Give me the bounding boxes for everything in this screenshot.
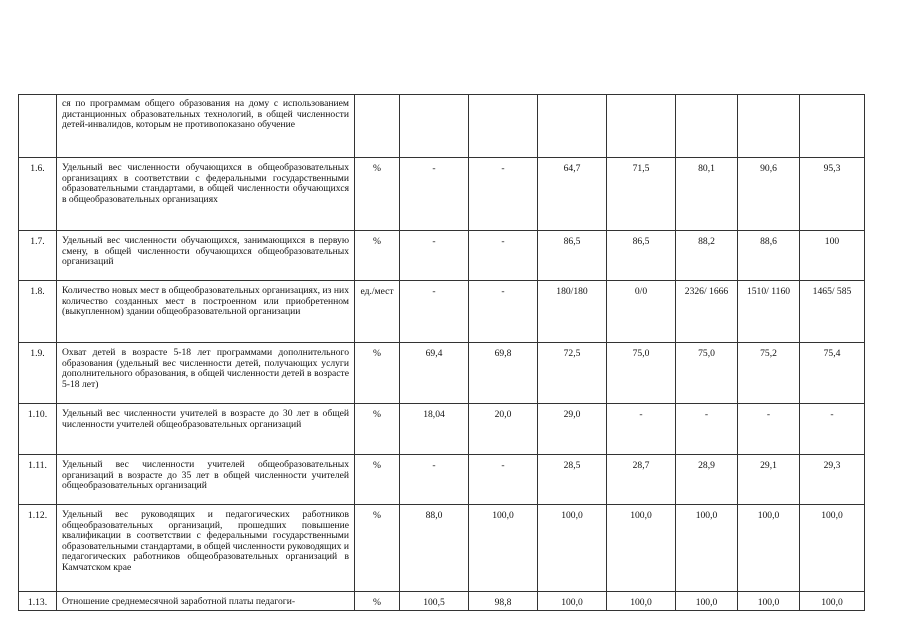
indicator-description: Удельный вес численности учителей общеобразовательных организаций в возрасте до 35 лет в общей численности учителей общеобразовательных организаций: [57, 455, 355, 505]
row-number: [19, 95, 57, 158]
indicator-description: Удельный вес численности обучающихся, занимающихся в первую смену, в общей численности обучающихся общеобразовательных организаций: [57, 231, 355, 281]
value-cell: 75,0: [607, 343, 676, 404]
value-cell: 86,5: [607, 231, 676, 281]
table-row: [19, 592, 865, 611]
row-number: 1.12.: [19, 505, 57, 592]
unit-cell: %: [355, 231, 400, 281]
value-cell: 75,0: [676, 343, 738, 404]
value-cell: 75,2: [738, 343, 800, 404]
value-cell: 1510/ 1160: [738, 281, 800, 343]
table-row: [19, 95, 865, 158]
value-cell: -: [469, 455, 538, 505]
row-number: 1.13.: [19, 592, 57, 611]
value-cell: 100,0: [538, 592, 607, 611]
value-cell: 0/0: [607, 281, 676, 343]
value-cell: 100,5: [400, 592, 469, 611]
unit-cell: %: [355, 592, 400, 611]
value-cell: 2326/ 1666: [676, 281, 738, 343]
value-cell: 100,0: [738, 592, 800, 611]
value-cell: 75,4: [800, 343, 865, 404]
indicator-description: ся по программам общего образования на дому с использованием дистанционных образовательных технологий, в общей численности детей-инвалидов, которым не противопоказано обучение: [57, 95, 355, 158]
table-row: [19, 505, 865, 592]
value-cell: 80,1: [676, 158, 738, 231]
value-cell: 28,7: [607, 455, 676, 505]
value-cell: -: [800, 404, 865, 455]
value-cell: [800, 95, 865, 158]
row-number: 1.9.: [19, 343, 57, 404]
value-cell: 1465/ 585: [800, 281, 865, 343]
row-number: 1.8.: [19, 281, 57, 343]
unit-cell: [355, 95, 400, 158]
unit-cell: %: [355, 455, 400, 505]
value-cell: 100,0: [607, 592, 676, 611]
table-body: [19, 95, 865, 611]
value-cell: [469, 95, 538, 158]
value-cell: 100,0: [800, 505, 865, 592]
value-cell: -: [400, 281, 469, 343]
value-cell: 100: [800, 231, 865, 281]
value-cell: 88,0: [400, 505, 469, 592]
indicator-table: [18, 94, 865, 611]
value-cell: 100,0: [538, 505, 607, 592]
value-cell: -: [469, 231, 538, 281]
unit-cell: %: [355, 343, 400, 404]
value-cell: 100,0: [738, 505, 800, 592]
value-cell: 95,3: [800, 158, 865, 231]
value-cell: 90,6: [738, 158, 800, 231]
value-cell: -: [676, 404, 738, 455]
row-number: 1.11.: [19, 455, 57, 505]
value-cell: [607, 95, 676, 158]
value-cell: 100,0: [800, 592, 865, 611]
value-cell: 29,3: [800, 455, 865, 505]
value-cell: -: [400, 158, 469, 231]
table-row: [19, 231, 865, 281]
value-cell: 28,5: [538, 455, 607, 505]
value-cell: 20,0: [469, 404, 538, 455]
value-cell: 69,8: [469, 343, 538, 404]
value-cell: -: [607, 404, 676, 455]
row-number: 1.7.: [19, 231, 57, 281]
table-row: [19, 281, 865, 343]
value-cell: [738, 95, 800, 158]
value-cell: -: [738, 404, 800, 455]
value-cell: 29,1: [738, 455, 800, 505]
value-cell: [400, 95, 469, 158]
indicator-description: Охват детей в возрасте 5-18 лет программами дополнительного образования (удельный вес численности детей, получающих услуги дополнительного образования, в общей численности детей в возрасте 5-18 лет): [57, 343, 355, 404]
value-cell: 18,04: [400, 404, 469, 455]
value-cell: 64,7: [538, 158, 607, 231]
row-number: 1.6.: [19, 158, 57, 231]
value-cell: 88,2: [676, 231, 738, 281]
indicator-description: Удельный вес численности обучающихся в общеобразовательных организациях в соответствии с федеральными государственными образовательными стандартами, в общей численности обучающихся в общеобразовательных организациях: [57, 158, 355, 231]
value-cell: 71,5: [607, 158, 676, 231]
row-number: 1.10.: [19, 404, 57, 455]
table-row: [19, 404, 865, 455]
value-cell: 100,0: [676, 592, 738, 611]
indicator-description: Отношение среднемесячной заработной платы педагоги-: [57, 592, 355, 611]
value-cell: 28,9: [676, 455, 738, 505]
unit-cell: ед./мест: [355, 281, 400, 343]
value-cell: -: [469, 158, 538, 231]
value-cell: -: [400, 455, 469, 505]
value-cell: 100,0: [676, 505, 738, 592]
table-row: [19, 158, 865, 231]
value-cell: 100,0: [469, 505, 538, 592]
unit-cell: %: [355, 404, 400, 455]
indicator-description: Удельный вес руководящих и педагогических работников общеобразовательных организаций, прошедших повышение квалификации в соответствии с федеральными государственными образовательными стандартами, в общей численности руководящих и педагогических работников общеобразовательных организаций в Камчатском крае: [57, 505, 355, 592]
value-cell: -: [469, 281, 538, 343]
unit-cell: %: [355, 158, 400, 231]
value-cell: 98,8: [469, 592, 538, 611]
table-row: [19, 455, 865, 505]
value-cell: -: [400, 231, 469, 281]
value-cell: 100,0: [607, 505, 676, 592]
table-row: [19, 343, 865, 404]
indicator-description: Удельный вес численности учителей в возрасте до 30 лет в общей численности учителей общеобразовательных организаций: [57, 404, 355, 455]
value-cell: [676, 95, 738, 158]
value-cell: 88,6: [738, 231, 800, 281]
value-cell: 180/180: [538, 281, 607, 343]
indicator-description: Количество новых мест в общеобразовательных организациях, из них количество созданных мест в построенном или приобретенном (выкупленном) здании общеобразовательной организации: [57, 281, 355, 343]
unit-cell: %: [355, 505, 400, 592]
value-cell: 69,4: [400, 343, 469, 404]
value-cell: 86,5: [538, 231, 607, 281]
value-cell: 72,5: [538, 343, 607, 404]
value-cell: 29,0: [538, 404, 607, 455]
value-cell: [538, 95, 607, 158]
